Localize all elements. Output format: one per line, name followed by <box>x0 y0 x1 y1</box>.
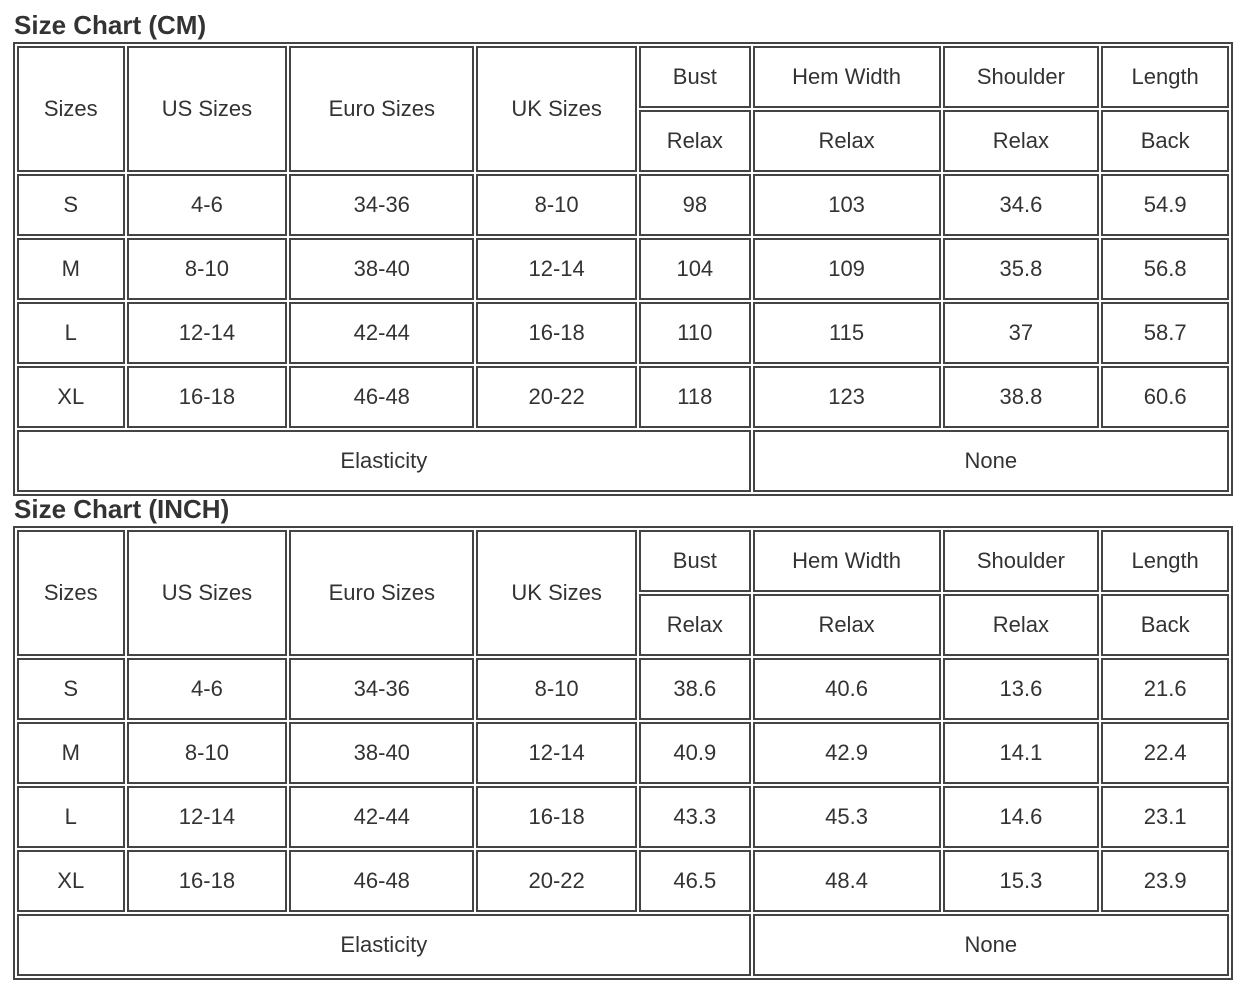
cell-size: M <box>17 238 125 300</box>
header-sizes: Sizes <box>17 46 125 172</box>
cell-size: L <box>17 302 125 364</box>
table-row <box>17 238 1229 300</box>
cell-length: 22.4 <box>1101 722 1229 784</box>
cell-euro-size: 38-40 <box>289 722 474 784</box>
elasticity-label: Elasticity <box>17 914 751 976</box>
table-row <box>17 658 1229 720</box>
subheader-shoulder: Relax <box>943 594 1100 656</box>
subheader-length: Back <box>1101 594 1229 656</box>
cell-hem-width: 103 <box>753 174 941 236</box>
cell-shoulder: 38.8 <box>943 366 1100 428</box>
cell-us-size: 4-6 <box>127 658 288 720</box>
subheader-bust: Relax <box>639 594 751 656</box>
header-bust: Bust <box>639 530 751 592</box>
cell-hem-width: 42.9 <box>753 722 941 784</box>
cell-size: S <box>17 174 125 236</box>
cell-size: XL <box>17 850 125 912</box>
cell-shoulder: 15.3 <box>943 850 1100 912</box>
cell-length: 60.6 <box>1101 366 1229 428</box>
elasticity-value: None <box>753 430 1229 492</box>
cell-length: 23.1 <box>1101 786 1229 848</box>
size-chart-inch-table <box>13 526 1233 980</box>
elasticity-value: None <box>753 914 1229 976</box>
cell-us-size: 12-14 <box>127 302 288 364</box>
footer-row <box>17 914 1229 976</box>
header-bust: Bust <box>639 46 751 108</box>
cell-length: 21.6 <box>1101 658 1229 720</box>
footer-row <box>17 430 1229 492</box>
table-row <box>17 174 1229 236</box>
cell-length: 58.7 <box>1101 302 1229 364</box>
table-row <box>17 850 1229 912</box>
header-hem-width: Hem Width <box>753 530 941 592</box>
cell-length: 56.8 <box>1101 238 1229 300</box>
cell-us-size: 16-18 <box>127 366 288 428</box>
cell-size: S <box>17 658 125 720</box>
elasticity-label: Elasticity <box>17 430 751 492</box>
header-us-sizes: US Sizes <box>127 46 288 172</box>
cell-us-size: 12-14 <box>127 786 288 848</box>
size-chart-inch-title: Size Chart (INCH) <box>14 494 230 524</box>
cell-uk-size: 8-10 <box>476 658 637 720</box>
cell-hem-width: 40.6 <box>753 658 941 720</box>
cell-bust: 118 <box>639 366 751 428</box>
subheader-bust: Relax <box>639 110 751 172</box>
cell-hem-width: 109 <box>753 238 941 300</box>
cell-shoulder: 14.6 <box>943 786 1100 848</box>
cell-uk-size: 20-22 <box>476 850 637 912</box>
cell-euro-size: 42-44 <box>289 786 474 848</box>
cell-euro-size: 34-36 <box>289 658 474 720</box>
cell-shoulder: 34.6 <box>943 174 1100 236</box>
cell-bust: 46.5 <box>639 850 751 912</box>
header-row <box>17 530 1229 592</box>
size-chart-cm-table <box>13 42 1233 496</box>
header-length: Length <box>1101 530 1229 592</box>
cell-hem-width: 45.3 <box>753 786 941 848</box>
cell-uk-size: 12-14 <box>476 238 637 300</box>
cell-bust: 40.9 <box>639 722 751 784</box>
header-euro-sizes: Euro Sizes <box>289 46 474 172</box>
cell-uk-size: 20-22 <box>476 366 637 428</box>
cell-bust: 110 <box>639 302 751 364</box>
cell-euro-size: 46-48 <box>289 850 474 912</box>
cell-euro-size: 34-36 <box>289 174 474 236</box>
cell-uk-size: 8-10 <box>476 174 637 236</box>
cell-euro-size: 46-48 <box>289 366 474 428</box>
cell-length: 54.9 <box>1101 174 1229 236</box>
cell-shoulder: 35.8 <box>943 238 1100 300</box>
cell-uk-size: 16-18 <box>476 786 637 848</box>
cell-us-size: 4-6 <box>127 174 288 236</box>
subheader-length: Back <box>1101 110 1229 172</box>
cell-length: 23.9 <box>1101 850 1229 912</box>
subheader-hem-width: Relax <box>753 594 941 656</box>
cell-bust: 38.6 <box>639 658 751 720</box>
cell-hem-width: 123 <box>753 366 941 428</box>
cell-size: L <box>17 786 125 848</box>
table-row <box>17 366 1229 428</box>
cell-shoulder: 37 <box>943 302 1100 364</box>
cell-bust: 98 <box>639 174 751 236</box>
cell-bust: 43.3 <box>639 786 751 848</box>
subheader-shoulder: Relax <box>943 110 1100 172</box>
cell-bust: 104 <box>639 238 751 300</box>
table-row <box>17 786 1229 848</box>
header-hem-width: Hem Width <box>753 46 941 108</box>
cell-hem-width: 115 <box>753 302 941 364</box>
cell-size: XL <box>17 366 125 428</box>
cell-us-size: 8-10 <box>127 238 288 300</box>
header-sizes: Sizes <box>17 530 125 656</box>
header-shoulder: Shoulder <box>943 46 1100 108</box>
cell-hem-width: 48.4 <box>753 850 941 912</box>
cell-euro-size: 38-40 <box>289 238 474 300</box>
table-row <box>17 722 1229 784</box>
cell-uk-size: 16-18 <box>476 302 637 364</box>
header-us-sizes: US Sizes <box>127 530 288 656</box>
header-uk-sizes: UK Sizes <box>476 46 637 172</box>
header-length: Length <box>1101 46 1229 108</box>
table-row <box>17 302 1229 364</box>
size-chart-cm-title: Size Chart (CM) <box>14 10 207 40</box>
header-euro-sizes: Euro Sizes <box>289 530 474 656</box>
cell-shoulder: 14.1 <box>943 722 1100 784</box>
cell-euro-size: 42-44 <box>289 302 474 364</box>
cell-shoulder: 13.6 <box>943 658 1100 720</box>
header-uk-sizes: UK Sizes <box>476 530 637 656</box>
cell-size: M <box>17 722 125 784</box>
cell-uk-size: 12-14 <box>476 722 637 784</box>
subheader-hem-width: Relax <box>753 110 941 172</box>
header-shoulder: Shoulder <box>943 530 1100 592</box>
cell-us-size: 16-18 <box>127 850 288 912</box>
cell-us-size: 8-10 <box>127 722 288 784</box>
header-row <box>17 46 1229 108</box>
